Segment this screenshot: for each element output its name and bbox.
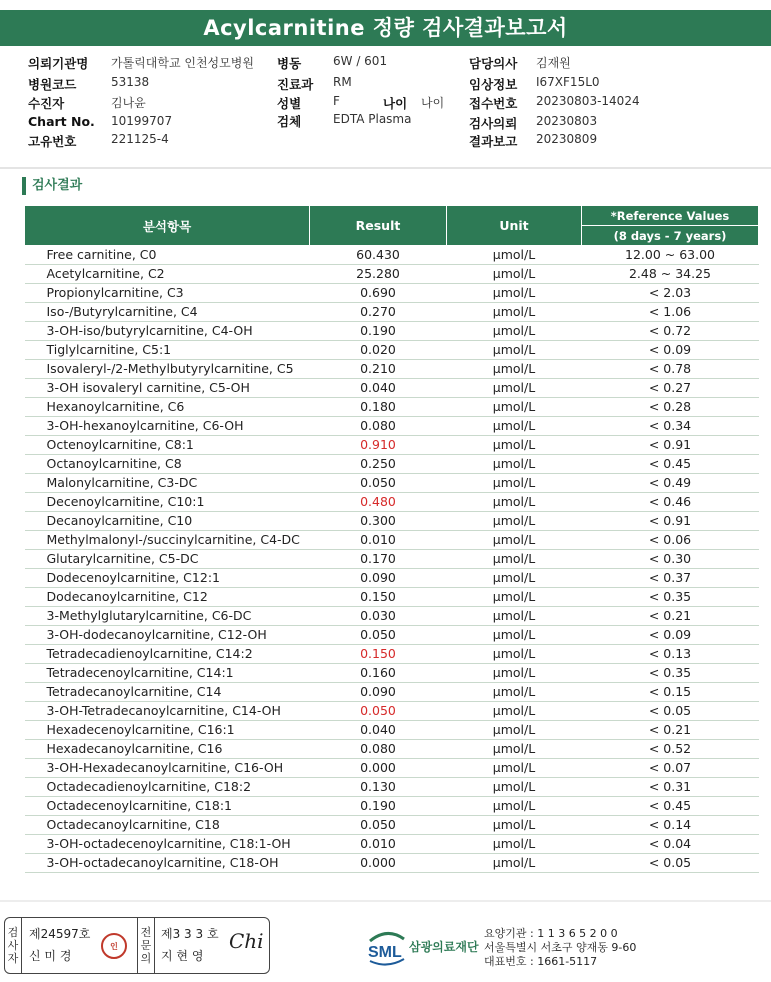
analyte-name: Octanoylcarnitine, C8 bbox=[25, 455, 310, 474]
reference-value: < 0.91 bbox=[582, 436, 759, 455]
analyte-name: Octadecenoylcarnitine, C18:1 bbox=[25, 797, 310, 816]
reference-value: < 0.15 bbox=[582, 683, 759, 702]
result-value: 0.690 bbox=[310, 284, 447, 303]
unit-value: μmol/L bbox=[447, 284, 582, 303]
reference-value: < 0.35 bbox=[582, 664, 759, 683]
unit-value: μmol/L bbox=[447, 379, 582, 398]
reference-value: < 0.13 bbox=[582, 645, 759, 664]
result-value: 0.080 bbox=[310, 417, 447, 436]
reference-value: < 0.21 bbox=[582, 607, 759, 626]
org-code: 요양기관 : 1 1 3 6 5 2 0 0 bbox=[484, 927, 618, 940]
unit-value: μmol/L bbox=[447, 398, 582, 417]
analyte-name: Tetradecadienoylcarnitine, C14:2 bbox=[25, 645, 310, 664]
analyte-name: 3-OH-Hexadecanoylcarnitine, C16-OH bbox=[25, 759, 310, 778]
unit-value: μmol/L bbox=[447, 778, 582, 797]
tester-label bbox=[5, 918, 22, 973]
table-row bbox=[25, 816, 759, 835]
age-label: 나이 bbox=[383, 96, 408, 111]
info-value: 가톨릭대학교 인천성모병원 bbox=[111, 56, 254, 70]
table-row bbox=[25, 759, 759, 778]
info-value: RM bbox=[333, 75, 352, 89]
analyte-name: Glutarylcarnitine, C5-DC bbox=[25, 550, 310, 569]
reference-value: < 0.45 bbox=[582, 455, 759, 474]
result-value: 0.210 bbox=[310, 360, 447, 379]
result-value: 0.150 bbox=[310, 588, 447, 607]
reference-value: < 0.37 bbox=[582, 569, 759, 588]
analyte-name: 3-OH isovaleryl carnitine, C5-OH bbox=[25, 379, 310, 398]
info-value: 6W / 601 bbox=[333, 54, 388, 68]
unit-value: μmol/L bbox=[447, 322, 582, 341]
unit-value: μmol/L bbox=[447, 512, 582, 531]
table-row bbox=[25, 493, 759, 512]
tester-name: 신 미 경 bbox=[29, 949, 72, 963]
result-value: 0.160 bbox=[310, 664, 447, 683]
header-ref-range: (8 days - 7 years) bbox=[582, 226, 759, 246]
result-value: 60.430 bbox=[310, 246, 447, 265]
table-row bbox=[25, 246, 759, 265]
analyte-name: Iso-/Butyrylcarnitine, C4 bbox=[25, 303, 310, 322]
table-row bbox=[25, 664, 759, 683]
info-label: 검사의뢰 bbox=[469, 116, 518, 131]
results-table bbox=[24, 205, 759, 873]
info-value: 10199707 bbox=[111, 114, 173, 128]
unit-value: μmol/L bbox=[447, 835, 582, 854]
table-row bbox=[25, 588, 759, 607]
result-value: 0.010 bbox=[310, 531, 447, 550]
table-row bbox=[25, 531, 759, 550]
result-value: 0.150 bbox=[310, 645, 447, 664]
doctor-name: 지 현 영 bbox=[161, 949, 204, 963]
table-row bbox=[25, 474, 759, 493]
reference-value: < 0.45 bbox=[582, 797, 759, 816]
table-row bbox=[25, 360, 759, 379]
reference-value: < 0.52 bbox=[582, 740, 759, 759]
divider bbox=[0, 167, 771, 169]
info-label: 병원코드 bbox=[28, 77, 77, 92]
unit-value: μmol/L bbox=[447, 474, 582, 493]
reference-value: < 0.09 bbox=[582, 626, 759, 645]
info-label: 담당의사 bbox=[469, 56, 518, 71]
result-value: 25.280 bbox=[310, 265, 447, 284]
doctor-signature: Chi bbox=[229, 929, 264, 953]
reference-value: < 0.28 bbox=[582, 398, 759, 417]
analyte-name: Dodecanoylcarnitine, C12 bbox=[25, 588, 310, 607]
info-value: 20230809 bbox=[536, 132, 598, 146]
info-value: I67XF15L0 bbox=[536, 75, 600, 89]
reference-value: < 0.91 bbox=[582, 512, 759, 531]
unit-value: μmol/L bbox=[447, 645, 582, 664]
result-value: 0.910 bbox=[310, 436, 447, 455]
analyte-name: Free carnitine, C0 bbox=[25, 246, 310, 265]
unit-value: μmol/L bbox=[447, 550, 582, 569]
result-value: 0.000 bbox=[310, 854, 447, 873]
table-row bbox=[25, 322, 759, 341]
result-value: 0.130 bbox=[310, 778, 447, 797]
result-value: 0.190 bbox=[310, 797, 447, 816]
table-row bbox=[25, 626, 759, 645]
section-title: 검사결과 bbox=[22, 177, 82, 195]
info-value: 20230803 bbox=[536, 114, 598, 128]
info-label: Chart No. bbox=[28, 114, 95, 129]
unit-value: μmol/L bbox=[447, 455, 582, 474]
table-row bbox=[25, 797, 759, 816]
org-address bbox=[484, 927, 636, 969]
reference-value: < 0.72 bbox=[582, 322, 759, 341]
reference-value: < 0.09 bbox=[582, 341, 759, 360]
info-label: 결과보고 bbox=[469, 134, 518, 149]
info-value: 김나윤 bbox=[111, 96, 146, 110]
info-label: 접수번호 bbox=[469, 96, 518, 111]
reference-value: < 0.78 bbox=[582, 360, 759, 379]
unit-value: μmol/L bbox=[447, 607, 582, 626]
table-row bbox=[25, 398, 759, 417]
analyte-name: 3-OH-octadecanoylcarnitine, C18-OH bbox=[25, 854, 310, 873]
reference-value: 12.00 ~ 63.00 bbox=[582, 246, 759, 265]
reference-value: < 0.14 bbox=[582, 816, 759, 835]
result-value: 0.090 bbox=[310, 569, 447, 588]
doctor-label bbox=[137, 918, 155, 973]
table-row bbox=[25, 721, 759, 740]
analyte-name: 3-OH-Tetradecanoylcarnitine, C14-OH bbox=[25, 702, 310, 721]
reference-value: < 1.06 bbox=[582, 303, 759, 322]
result-value: 0.040 bbox=[310, 721, 447, 740]
analyte-name: Octadecadienoylcarnitine, C18:2 bbox=[25, 778, 310, 797]
result-value: 0.050 bbox=[310, 474, 447, 493]
reference-value: < 0.27 bbox=[582, 379, 759, 398]
analyte-name: Hexanoylcarnitine, C6 bbox=[25, 398, 310, 417]
info-value: 53138 bbox=[111, 75, 150, 89]
sml-logo-icon bbox=[366, 927, 408, 967]
result-value: 0.010 bbox=[310, 835, 447, 854]
analyte-name: Hexadecenoylcarnitine, C16:1 bbox=[25, 721, 310, 740]
footer-divider bbox=[0, 900, 771, 902]
result-value: 0.050 bbox=[310, 816, 447, 835]
unit-value: μmol/L bbox=[447, 493, 582, 512]
unit-value: μmol/L bbox=[447, 816, 582, 835]
reference-value: < 0.04 bbox=[582, 835, 759, 854]
result-value: 0.030 bbox=[310, 607, 447, 626]
reference-value: < 0.05 bbox=[582, 702, 759, 721]
logo-text: SML bbox=[368, 944, 402, 961]
signature-box bbox=[4, 917, 270, 974]
unit-value: μmol/L bbox=[447, 341, 582, 360]
analyte-name: 3-OH-iso/butyrylcarnitine, C4-OH bbox=[25, 322, 310, 341]
table-row bbox=[25, 303, 759, 322]
reference-value: < 2.03 bbox=[582, 284, 759, 303]
unit-value: μmol/L bbox=[447, 721, 582, 740]
seal-stamp: 인 bbox=[101, 933, 127, 959]
info-label: 수진자 bbox=[28, 96, 65, 111]
result-value: 0.050 bbox=[310, 626, 447, 645]
table-row bbox=[25, 284, 759, 303]
result-value: 0.170 bbox=[310, 550, 447, 569]
analyte-name: Acetylcarnitine, C2 bbox=[25, 265, 310, 284]
table-row bbox=[25, 550, 759, 569]
unit-value: μmol/L bbox=[447, 531, 582, 550]
info-label: 임상정보 bbox=[469, 77, 518, 92]
analyte-name: Tetradecanoylcarnitine, C14 bbox=[25, 683, 310, 702]
info-value: F bbox=[333, 94, 340, 108]
unit-value: μmol/L bbox=[447, 303, 582, 322]
report-title: Acylcarnitine 정량 검사결과보고서 bbox=[0, 10, 771, 46]
unit-value: μmol/L bbox=[447, 854, 582, 873]
table-row bbox=[25, 417, 759, 436]
unit-value: μmol/L bbox=[447, 360, 582, 379]
info-label: 검체 bbox=[277, 114, 302, 129]
unit-value: μmol/L bbox=[447, 664, 582, 683]
table-row bbox=[25, 455, 759, 474]
result-value: 0.270 bbox=[310, 303, 447, 322]
info-label: 성별 bbox=[277, 96, 302, 111]
analyte-name: Malonylcarnitine, C3-DC bbox=[25, 474, 310, 493]
reference-value: < 0.05 bbox=[582, 854, 759, 873]
table-row bbox=[25, 683, 759, 702]
result-value: 0.480 bbox=[310, 493, 447, 512]
analyte-name: Isovaleryl-/2-Methylbutyrylcarnitine, C5 bbox=[25, 360, 310, 379]
table-row bbox=[25, 835, 759, 854]
unit-value: μmol/L bbox=[447, 740, 582, 759]
vertical-label: 검사자 bbox=[7, 926, 19, 965]
reference-value: 2.48 ~ 34.25 bbox=[582, 265, 759, 284]
unit-value: μmol/L bbox=[447, 702, 582, 721]
info-value: 221125-4 bbox=[111, 132, 169, 146]
table-row bbox=[25, 607, 759, 626]
reference-value: < 0.35 bbox=[582, 588, 759, 607]
unit-value: μmol/L bbox=[447, 246, 582, 265]
table-row bbox=[25, 778, 759, 797]
reference-value: < 0.46 bbox=[582, 493, 759, 512]
reference-value: < 0.21 bbox=[582, 721, 759, 740]
analyte-name: Octenoylcarnitine, C8:1 bbox=[25, 436, 310, 455]
org-street: 서울특별시 서초구 양재동 9-60 bbox=[484, 941, 637, 954]
result-value: 0.190 bbox=[310, 322, 447, 341]
unit-value: μmol/L bbox=[447, 683, 582, 702]
header-result: Result bbox=[310, 206, 447, 246]
analyte-name: Propionylcarnitine, C3 bbox=[25, 284, 310, 303]
result-value: 0.040 bbox=[310, 379, 447, 398]
unit-value: μmol/L bbox=[447, 417, 582, 436]
analyte-name: Dodecenoylcarnitine, C12:1 bbox=[25, 569, 310, 588]
table-row bbox=[25, 854, 759, 873]
result-value: 0.050 bbox=[310, 702, 447, 721]
info-label: 고유번호 bbox=[28, 134, 77, 149]
vertical-label: 전문의 bbox=[140, 926, 152, 965]
result-value: 0.180 bbox=[310, 398, 447, 417]
header-item: 분석항목 bbox=[25, 206, 310, 246]
info-label: 병동 bbox=[277, 56, 302, 71]
unit-value: μmol/L bbox=[447, 759, 582, 778]
header-ref: *Reference Values bbox=[582, 206, 759, 226]
analyte-name: Decenoylcarnitine, C10:1 bbox=[25, 493, 310, 512]
analyte-name: 3-OH-hexanoylcarnitine, C6-OH bbox=[25, 417, 310, 436]
result-value: 0.300 bbox=[310, 512, 447, 531]
analyte-name: Methylmalonyl-/succinylcarnitine, C4-DC bbox=[25, 531, 310, 550]
result-value: 0.020 bbox=[310, 341, 447, 360]
result-value: 0.250 bbox=[310, 455, 447, 474]
table-row bbox=[25, 645, 759, 664]
analyte-name: Tiglylcarnitine, C5:1 bbox=[25, 341, 310, 360]
analyte-name: Decanoylcarnitine, C10 bbox=[25, 512, 310, 531]
unit-value: μmol/L bbox=[447, 265, 582, 284]
analyte-name: 3-OH-octadecenoylcarnitine, C18:1-OH bbox=[25, 835, 310, 854]
reference-value: < 0.34 bbox=[582, 417, 759, 436]
analyte-name: 3-OH-dodecanoylcarnitine, C12-OH bbox=[25, 626, 310, 645]
result-value: 0.090 bbox=[310, 683, 447, 702]
table-row bbox=[25, 512, 759, 531]
age-value: 나이 bbox=[421, 96, 445, 110]
analyte-name: Tetradecenoylcarnitine, C14:1 bbox=[25, 664, 310, 683]
info-label: 진료과 bbox=[277, 77, 314, 92]
table-row bbox=[25, 265, 759, 284]
result-value: 0.080 bbox=[310, 740, 447, 759]
reference-value: < 0.30 bbox=[582, 550, 759, 569]
info-value: EDTA Plasma bbox=[333, 112, 412, 126]
table-row bbox=[25, 569, 759, 588]
info-value: 김재원 bbox=[536, 56, 571, 70]
analyte-name: Hexadecanoylcarnitine, C16 bbox=[25, 740, 310, 759]
reference-value: < 0.07 bbox=[582, 759, 759, 778]
unit-value: μmol/L bbox=[447, 588, 582, 607]
org-phone: 대표번호 : 1661-5117 bbox=[484, 955, 598, 968]
unit-value: μmol/L bbox=[447, 797, 582, 816]
analyte-name: Octadecanoylcarnitine, C18 bbox=[25, 816, 310, 835]
table-row bbox=[25, 702, 759, 721]
reference-value: < 0.06 bbox=[582, 531, 759, 550]
reference-value: < 0.31 bbox=[582, 778, 759, 797]
tester-number: 제24597호 bbox=[29, 927, 91, 941]
table-row bbox=[25, 379, 759, 398]
org-name: 삼광의료재단 bbox=[409, 940, 479, 954]
table-row bbox=[25, 436, 759, 455]
unit-value: μmol/L bbox=[447, 626, 582, 645]
reference-value: < 0.49 bbox=[582, 474, 759, 493]
result-value: 0.000 bbox=[310, 759, 447, 778]
unit-value: μmol/L bbox=[447, 436, 582, 455]
doctor-number: 제3 3 3 호 bbox=[161, 927, 219, 941]
info-value: 20230803-14024 bbox=[536, 94, 640, 108]
header-unit: Unit bbox=[447, 206, 582, 246]
analyte-name: 3-Methylglutarylcarnitine, C6-DC bbox=[25, 607, 310, 626]
info-label: 의뢰기관명 bbox=[28, 56, 89, 71]
table-row bbox=[25, 341, 759, 360]
table-row bbox=[25, 740, 759, 759]
unit-value: μmol/L bbox=[447, 569, 582, 588]
